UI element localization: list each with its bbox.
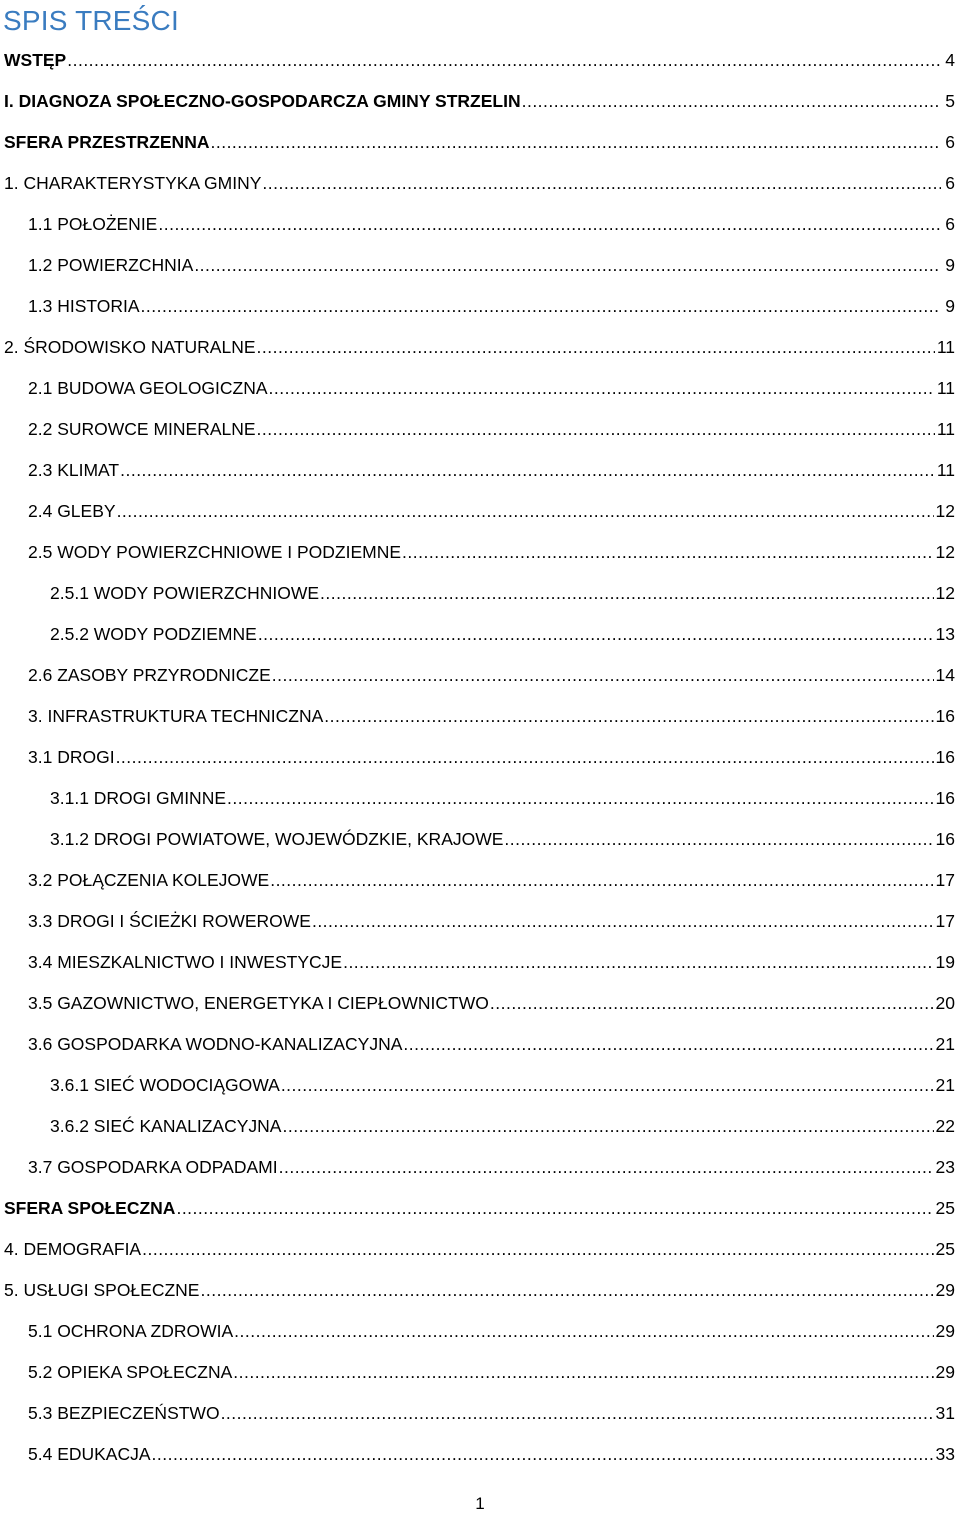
toc-entry-page: 13 bbox=[935, 624, 955, 644]
toc-entry-page: 29 bbox=[935, 1362, 955, 1382]
toc-dot-leader bbox=[210, 132, 941, 153]
toc-entry-title: 2. ŚRODOWISKO NATURALNE bbox=[4, 337, 256, 357]
toc-entry-page: 29 bbox=[935, 1321, 955, 1341]
toc-entry-title: 5. USŁUGI SPOŁECZNE bbox=[4, 1280, 200, 1300]
toc-dot-leader bbox=[221, 1403, 934, 1424]
toc-dot-leader bbox=[176, 1198, 933, 1219]
toc-entry[interactable] bbox=[0, 1024, 960, 1065]
toc-entry-page: 19 bbox=[935, 952, 955, 972]
toc-entry-title: 1.3 HISTORIA bbox=[28, 296, 140, 316]
toc-entry-page: 9 bbox=[945, 296, 955, 316]
toc-entry[interactable] bbox=[0, 901, 960, 942]
toc-dot-leader bbox=[158, 214, 941, 235]
toc-entry[interactable] bbox=[0, 696, 960, 737]
toc-dot-leader bbox=[67, 50, 941, 71]
toc-dot-leader bbox=[403, 1034, 933, 1055]
toc-entry-page: 12 bbox=[935, 583, 955, 603]
toc-dot-leader bbox=[262, 173, 941, 194]
toc-entry[interactable] bbox=[0, 614, 960, 655]
toc-entry[interactable] bbox=[0, 737, 960, 778]
toc-entry-page: 33 bbox=[935, 1444, 955, 1464]
toc-entry-title: WSTĘP bbox=[4, 50, 67, 70]
toc-entry-page: 16 bbox=[935, 747, 955, 767]
toc-entry-title: 3.1 DROGI bbox=[28, 747, 115, 767]
toc-entry-title: SFERA PRZESTRZENNA bbox=[4, 132, 210, 152]
toc-entry[interactable] bbox=[0, 40, 960, 81]
toc-entry[interactable] bbox=[0, 1270, 960, 1311]
toc-entry-title: 2.1 BUDOWA GEOLOGICZNA bbox=[28, 378, 268, 398]
toc-entry-title: 3.1.1 DROGI GMINNE bbox=[50, 788, 227, 808]
toc-entry-page: 22 bbox=[935, 1116, 955, 1136]
table-of-contents bbox=[0, 40, 960, 1475]
toc-entry[interactable] bbox=[0, 368, 960, 409]
toc-dot-leader bbox=[233, 1362, 933, 1383]
toc-dot-leader bbox=[312, 911, 934, 932]
toc-entry-page: 17 bbox=[935, 870, 955, 890]
toc-entry-page: 25 bbox=[935, 1239, 955, 1259]
toc-entry-page: 31 bbox=[935, 1403, 955, 1423]
toc-entry-page: 20 bbox=[935, 993, 955, 1013]
toc-dot-leader bbox=[200, 1280, 933, 1301]
toc-dot-leader bbox=[117, 501, 934, 522]
toc-entry-title: 5.2 OPIEKA SPOŁECZNA bbox=[28, 1362, 233, 1382]
toc-dot-leader bbox=[142, 1239, 933, 1260]
toc-entry-title: 2.6 ZASOBY PRZYRODNICZE bbox=[28, 665, 271, 685]
toc-entry[interactable] bbox=[0, 409, 960, 450]
toc-dot-leader bbox=[234, 1321, 933, 1342]
toc-entry[interactable] bbox=[0, 1229, 960, 1270]
toc-dot-leader bbox=[490, 993, 934, 1014]
toc-entry-title: 3.3 DROGI I ŚCIEŻKI ROWEROWE bbox=[28, 911, 311, 931]
toc-dot-leader bbox=[324, 706, 933, 727]
toc-entry[interactable] bbox=[0, 1434, 960, 1475]
toc-entry-page: 23 bbox=[935, 1157, 955, 1177]
toc-entry-page: 9 bbox=[945, 255, 955, 275]
toc-entry-page: 16 bbox=[935, 829, 955, 849]
toc-entry-page: 16 bbox=[935, 706, 955, 726]
toc-entry-title: 3.6.2 SIEĆ KANALIZACYJNA bbox=[50, 1116, 282, 1136]
toc-entry[interactable] bbox=[0, 122, 960, 163]
toc-entry-title: 3.6 GOSPODARKA WODNO-KANALIZACYJNA bbox=[28, 1034, 403, 1054]
page-number: 1 bbox=[475, 1494, 485, 1513]
toc-entry-title: 2.5.2 WODY PODZIEMNE bbox=[50, 624, 257, 644]
toc-entry-page: 4 bbox=[945, 50, 955, 70]
toc-entry[interactable] bbox=[0, 1393, 960, 1434]
toc-dot-leader bbox=[116, 747, 934, 768]
toc-dot-leader bbox=[282, 1116, 933, 1137]
toc-entry[interactable] bbox=[0, 204, 960, 245]
toc-entry-title: 5.1 OCHRONA ZDROWIA bbox=[28, 1321, 234, 1341]
toc-entry-page: 11 bbox=[936, 460, 955, 480]
toc-entry[interactable] bbox=[0, 983, 960, 1024]
toc-entry[interactable] bbox=[0, 286, 960, 327]
toc-entry-page: 21 bbox=[935, 1075, 955, 1095]
toc-dot-leader bbox=[141, 296, 941, 317]
toc-dot-leader bbox=[120, 460, 935, 481]
toc-entry-title: 5.4 EDUKACJA bbox=[28, 1444, 151, 1464]
toc-entry-title: 3.4 MIESZKALNICTWO I INWESTYCJE bbox=[28, 952, 343, 972]
toc-dot-leader bbox=[320, 583, 934, 604]
toc-entry-title: 1.2 POWIERZCHNIA bbox=[28, 255, 194, 275]
toc-dot-leader bbox=[504, 829, 933, 850]
toc-dot-leader bbox=[194, 255, 941, 276]
toc-entry-page: 12 bbox=[935, 501, 955, 521]
toc-dot-leader bbox=[257, 419, 935, 440]
toc-entry[interactable] bbox=[0, 532, 960, 573]
toc-entry-page: 29 bbox=[935, 1280, 955, 1300]
toc-entry[interactable] bbox=[0, 819, 960, 860]
toc-entry[interactable] bbox=[0, 327, 960, 368]
toc-entry-page: 16 bbox=[935, 788, 955, 808]
toc-entry-title: 4. DEMOGRAFIA bbox=[4, 1239, 142, 1259]
toc-entry-page: 6 bbox=[945, 214, 955, 234]
toc-entry-title: 2.5 WODY POWIERZCHNIOWE I PODZIEMNE bbox=[28, 542, 402, 562]
toc-entry-page: 17 bbox=[935, 911, 955, 931]
toc-entry-page: 6 bbox=[945, 173, 955, 193]
toc-entry-title: 3.1.2 DROGI POWIATOWE, WOJEWÓDZKIE, KRAJOWE bbox=[50, 829, 504, 849]
toc-entry[interactable] bbox=[0, 1352, 960, 1393]
toc-entry[interactable] bbox=[0, 1311, 960, 1352]
toc-entry-title: 3. INFRASTRUKTURA TECHNICZNA bbox=[28, 706, 324, 726]
toc-entry[interactable] bbox=[0, 1106, 960, 1147]
toc-entry-page: 11 bbox=[936, 419, 955, 439]
toc-entry[interactable] bbox=[0, 81, 960, 122]
toc-entry[interactable] bbox=[0, 491, 960, 532]
toc-dot-leader bbox=[402, 542, 933, 563]
toc-entry[interactable] bbox=[0, 1147, 960, 1188]
toc-dot-leader bbox=[269, 378, 935, 399]
toc-entry-title: 2.5.1 WODY POWIERZCHNIOWE bbox=[50, 583, 320, 603]
toc-entry[interactable] bbox=[0, 942, 960, 983]
toc-entry-title: 5.3 BEZPIECZEŃSTWO bbox=[28, 1403, 220, 1423]
toc-dot-leader bbox=[281, 1075, 934, 1096]
toc-entry-page: 6 bbox=[945, 132, 955, 152]
toc-entry-title: 3.6.1 SIEĆ WODOCIĄGOWA bbox=[50, 1075, 280, 1095]
toc-title: SPIS TREŚCI bbox=[3, 5, 179, 36]
toc-entry-title: 2.2 SUROWCE MINERALNE bbox=[28, 419, 256, 439]
toc-entry-page: 11 bbox=[936, 378, 955, 398]
toc-entry-page: 5 bbox=[945, 91, 955, 111]
toc-entry-page: 25 bbox=[935, 1198, 955, 1218]
toc-dot-leader bbox=[257, 337, 935, 358]
toc-entry-title: 3.5 GAZOWNICTWO, ENERGETYKA I CIEPŁOWNICTWO bbox=[28, 993, 489, 1013]
toc-entry-title: 3.7 GOSPODARKA ODPADAMI bbox=[28, 1157, 278, 1177]
toc-entry-page: 14 bbox=[935, 665, 955, 685]
toc-entry[interactable] bbox=[0, 245, 960, 286]
toc-entry-title: SFERA SPOŁECZNA bbox=[4, 1198, 176, 1218]
toc-entry-page: 12 bbox=[935, 542, 955, 562]
toc-entry[interactable] bbox=[0, 655, 960, 696]
toc-dot-leader bbox=[258, 624, 934, 645]
toc-dot-leader bbox=[227, 788, 934, 809]
toc-entry[interactable] bbox=[0, 163, 960, 204]
toc-dot-leader bbox=[152, 1444, 934, 1465]
toc-entry[interactable] bbox=[0, 1065, 960, 1106]
toc-entry[interactable] bbox=[0, 778, 960, 819]
toc-entry-title: I. DIAGNOZA SPOŁECZNO-GOSPODARCZA GMINY STRZELIN bbox=[4, 91, 521, 111]
toc-entry[interactable] bbox=[0, 1188, 960, 1229]
toc-entry-page: 21 bbox=[935, 1034, 955, 1054]
toc-entry[interactable] bbox=[0, 573, 960, 614]
toc-dot-leader bbox=[279, 1157, 934, 1178]
toc-entry[interactable] bbox=[0, 860, 960, 901]
toc-entry-title: 2.4 GLEBY bbox=[28, 501, 116, 521]
toc-entry-title: 2.3 KLIMAT bbox=[28, 460, 120, 480]
toc-dot-leader bbox=[270, 870, 933, 891]
toc-entry-page: 11 bbox=[936, 337, 955, 357]
toc-dot-leader bbox=[343, 952, 933, 973]
toc-entry[interactable] bbox=[0, 450, 960, 491]
toc-entry-title: 3.2 POŁĄCZENIA KOLEJOWE bbox=[28, 870, 270, 890]
toc-entry-title: 1.1 POŁOŻENIE bbox=[28, 214, 158, 234]
toc-dot-leader bbox=[272, 665, 934, 686]
toc-dot-leader bbox=[522, 91, 941, 112]
toc-entry-title: 1. CHARAKTERYSTYKA GMINY bbox=[4, 173, 262, 193]
